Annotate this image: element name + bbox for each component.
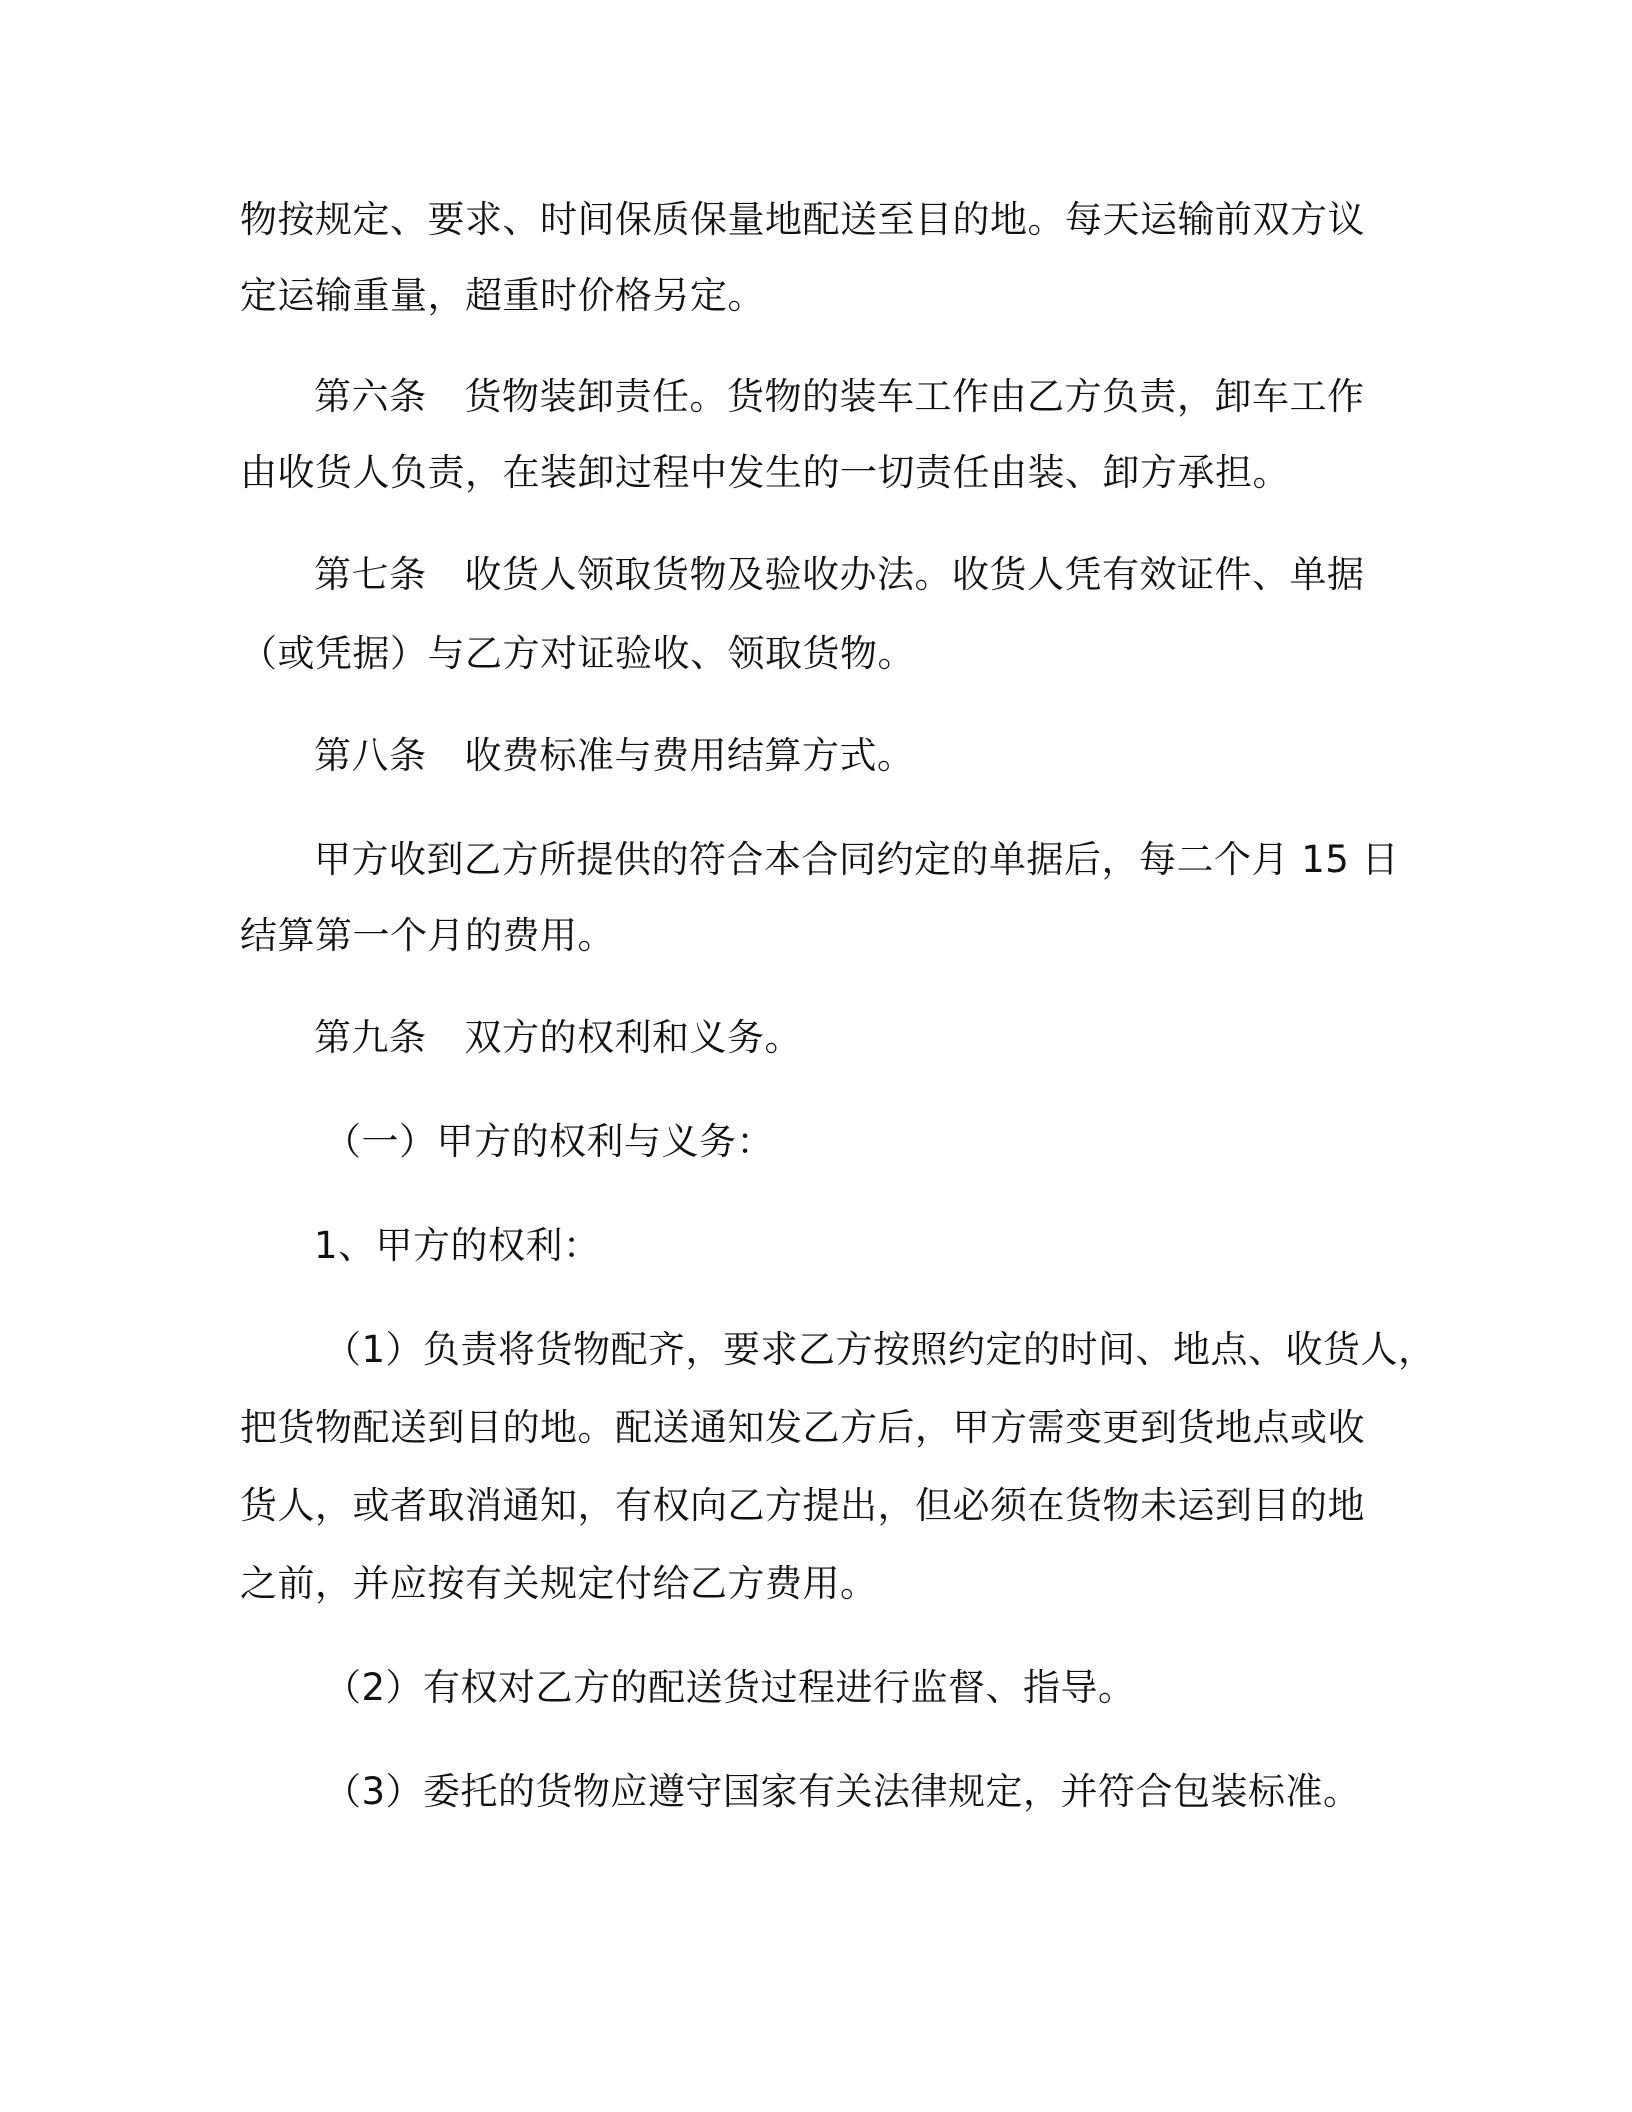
- article-text: 货物装卸责任。货物的装车工作由乙方负责，卸车工作: [464, 375, 1365, 418]
- paragraph-line: 货人，或者取消通知，有权向乙方提出，但必须在货物未运到目的地: [240, 1484, 1365, 1527]
- paragraph-line: 之前，并应按有关规定付给乙方费用。: [240, 1562, 878, 1605]
- article-text: 收货人领取货物及验收办法。收货人凭有效证件、单据: [464, 553, 1365, 596]
- paragraph-line: 甲方收到乙方所提供的符合本合同约定的单据后，每二个月 15 日: [314, 838, 1400, 881]
- article-text: 双方的权利和义务。: [464, 1016, 802, 1059]
- article-number: 第六条: [314, 375, 427, 418]
- article-number: 第八条: [314, 734, 427, 777]
- paragraph-line: 由收货人负责，在装卸过程中发生的一切责任由装、卸方承担。: [240, 451, 1290, 494]
- article-number: 第九条: [314, 1016, 427, 1059]
- paragraph-line: （1）负责将货物配齐，要求乙方按照约定的时间、地点、收货人，: [324, 1328, 1436, 1371]
- article-text: 收费标准与费用结算方式。: [464, 734, 915, 777]
- paragraph-line: （或凭据）与乙方对证验收、领取货物。: [240, 632, 915, 675]
- paragraph-line: 结算第一个月的费用。: [240, 914, 615, 957]
- article-9-line: [314, 1014, 802, 1062]
- article-8-line: [314, 732, 915, 780]
- paragraph-line: 把货物配送到目的地。配送通知发乙方后，甲方需变更到货地点或收: [240, 1406, 1365, 1449]
- section-heading: （一）甲方的权利与义务：: [324, 1120, 774, 1163]
- article-6-line: [314, 373, 1365, 421]
- subsection-heading: 1、甲方的权利：: [314, 1224, 601, 1267]
- paragraph-line: 定运输重量，超重时价格另定。: [240, 274, 765, 317]
- paragraph-line: （3）委托的货物应遵守国家有关法律规定，并符合包装标准。: [324, 1770, 1361, 1813]
- article-7-line: [314, 551, 1365, 599]
- document-page: [240, 0, 1436, 2112]
- paragraph-line: 物按规定、要求、时间保质保量地配送至目的地。每天运输前双方议: [240, 198, 1365, 241]
- paragraph-line: （2）有权对乙方的配送货过程进行监督、指导。: [324, 1666, 1136, 1709]
- article-number: 第七条: [314, 553, 427, 596]
